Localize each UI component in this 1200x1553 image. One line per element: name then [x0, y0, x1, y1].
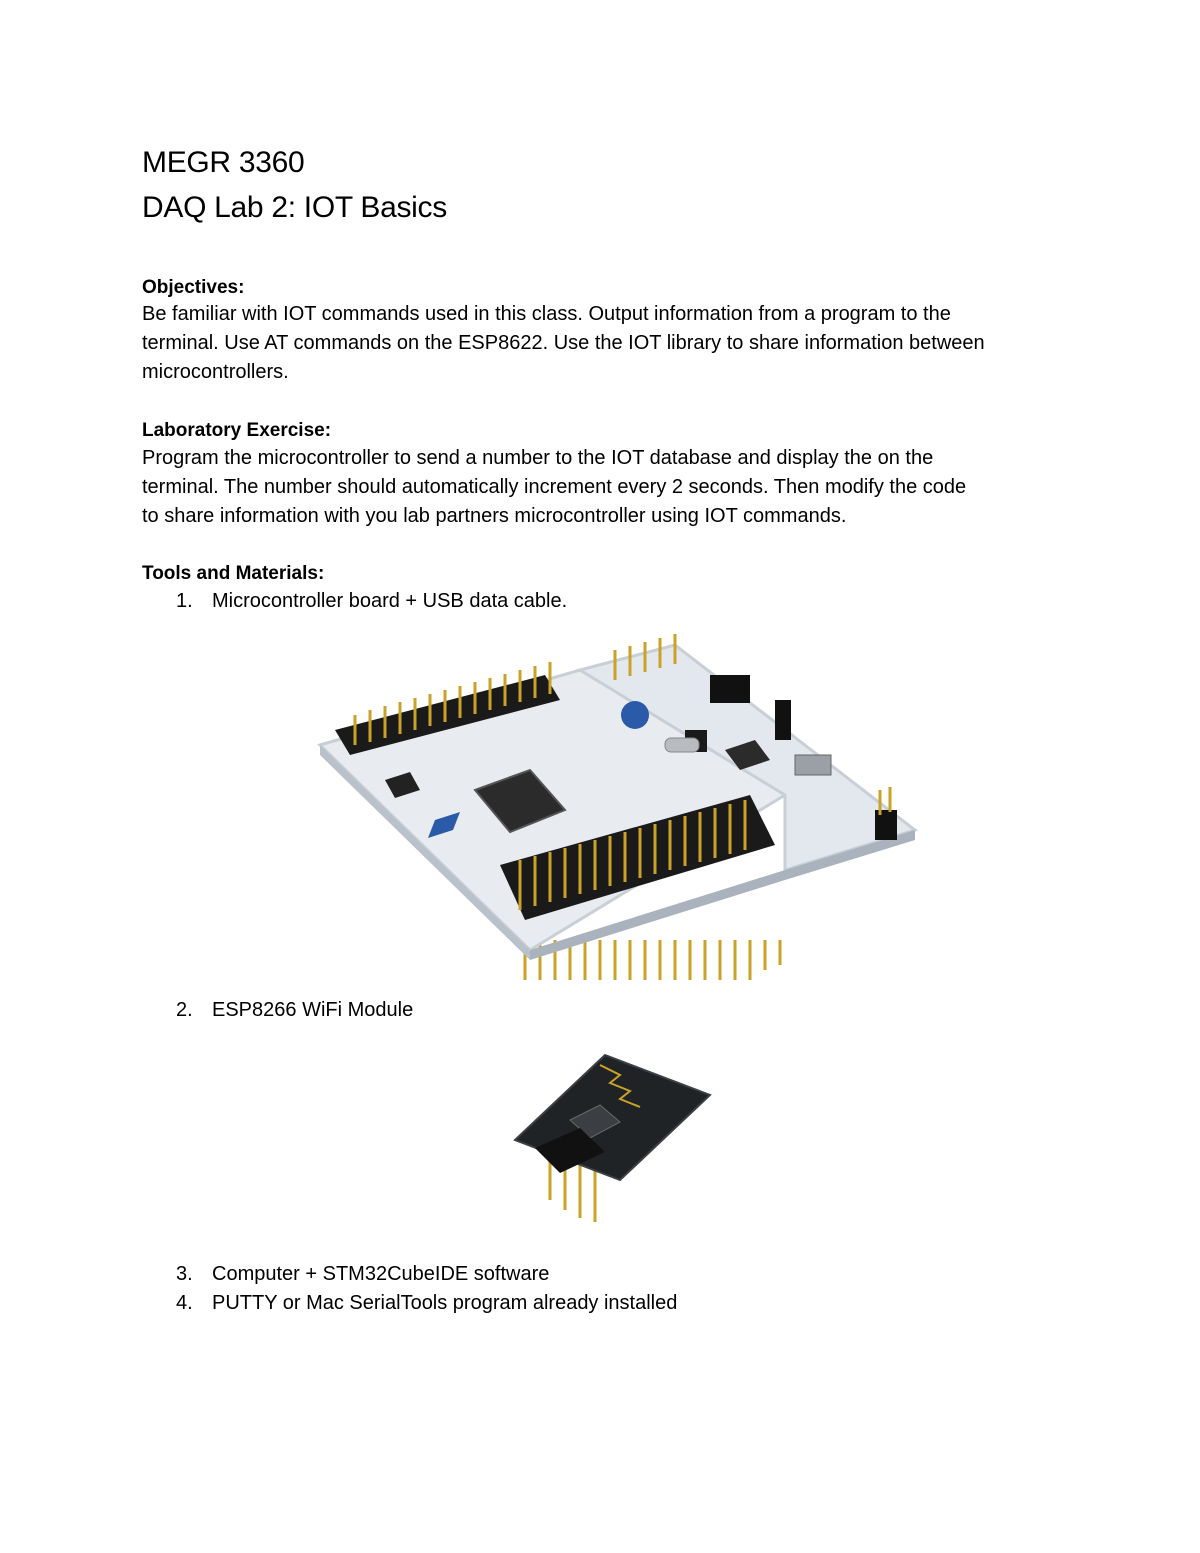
exercise-line: Program the microcontroller to send a number to the IOT database and display the on the	[142, 447, 934, 469]
list-item	[176, 588, 567, 614]
exercise-heading: Laboratory Exercise:	[142, 420, 332, 441]
list-number: 1.	[176, 590, 193, 612]
exercise-line: to share information with you lab partners microcontroller using IOT commands.	[142, 505, 847, 527]
list-text: Microcontroller board + USB data cable.	[212, 590, 568, 612]
list-item	[176, 997, 413, 1023]
list-text: PUTTY or Mac SerialTools program already installed	[212, 1292, 678, 1314]
list-number: 2.	[176, 999, 193, 1021]
objectives-text	[142, 300, 1072, 387]
list-item	[176, 1261, 549, 1287]
list-item	[176, 1290, 677, 1316]
exercise-text	[142, 444, 1072, 531]
esp8266-module-image	[510, 1050, 720, 1225]
course-title: MEGR 3360	[142, 146, 305, 179]
objectives-line: Be familiar with IOT commands used in this class. Output information from a program to the	[142, 303, 951, 325]
objectives-line: terminal. Use AT commands on the ESP8622. Use the IOT library to share information between	[142, 332, 985, 354]
tools-heading: Tools and Materials:	[142, 563, 325, 584]
microcontroller-board-image	[315, 620, 925, 990]
list-text: Computer + STM32CubeIDE software	[212, 1263, 550, 1285]
objectives-heading: Objectives:	[142, 277, 245, 298]
list-number: 4.	[176, 1292, 193, 1314]
exercise-line: terminal. The number should automatically increment every 2 seconds. Then modify the code	[142, 476, 967, 498]
objectives-line: microcontrollers.	[142, 361, 289, 383]
list-text: ESP8266 WiFi Module	[212, 999, 414, 1021]
lab-title: DAQ Lab 2: IOT Basics	[142, 191, 447, 224]
list-number: 3.	[176, 1263, 193, 1285]
